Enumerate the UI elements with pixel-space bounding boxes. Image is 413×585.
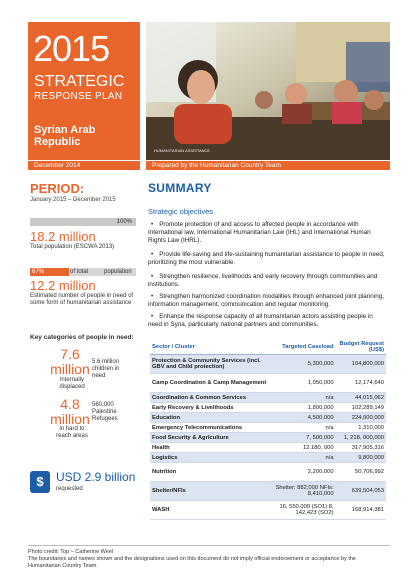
- people-in-need-label: Estimated number of people in need of some form of humanitarian assistance: [30, 293, 134, 306]
- objective-5: • Enhance the response capacity of all humanitarian actors assisting people in need in Syria, particularly national partners and communities.: [148, 313, 388, 329]
- funding-requested-value: USD 2.9 billion: [56, 470, 136, 484]
- plan-title-line1: STRATEGIC: [34, 73, 125, 90]
- budget-cell: 102,289,149: [336, 403, 386, 413]
- money-bag-icon: $: [30, 471, 50, 493]
- hero-photo: [146, 22, 390, 160]
- caseload-cell: n/a: [273, 423, 336, 433]
- budget-cell: 9,800,000: [336, 453, 386, 463]
- sector-cell: Coordination & Common Services: [150, 393, 273, 403]
- table-row: [150, 443, 386, 453]
- title-block: [28, 22, 140, 160]
- table-row: [150, 482, 386, 501]
- caseload-cell: 1,800,000: [273, 403, 336, 413]
- caseload-cell: 1,050,000: [273, 374, 336, 393]
- budget-cell: 44,015,062: [336, 393, 386, 403]
- idp-value: 7.6 million: [50, 346, 90, 377]
- objective-3: • Strengthen resilience, livelihoods and early recovery through communities and institutions.: [148, 273, 388, 289]
- period-range: January 2015 – December 2015: [30, 197, 116, 203]
- sector-cell: WASH: [150, 501, 273, 520]
- header-caseload: Targeted Caseload: [273, 340, 336, 355]
- sector-cell: Shelter/NFIs: [150, 482, 273, 501]
- table-row: [150, 413, 386, 423]
- sector-cell: Education: [150, 413, 273, 423]
- date-bar: [28, 161, 140, 170]
- budget-cell: 317,905,316: [336, 443, 386, 453]
- budget-cell: 12,174,640: [336, 374, 386, 393]
- strategic-objectives-heading: Strategic objectives: [148, 207, 214, 216]
- footer-divider: [28, 545, 390, 546]
- objective-1: • Promote protection of and access to affected people in accordance with International law, International Humanitarian Law (IHL) and International Human Rights Law (IHRL).: [148, 221, 388, 245]
- summary-heading: SUMMARY: [148, 181, 212, 195]
- total-population-value: 18.2 million: [30, 229, 96, 244]
- table-row: [150, 355, 386, 374]
- table-body: [150, 355, 386, 520]
- caseload-cell: 7, 500,000: [273, 433, 336, 443]
- sector-cell: Nutrition: [150, 463, 273, 482]
- caseload-cell: Shelter: 882,000 NFIs: 8,410,000: [273, 482, 336, 501]
- table-row: [150, 403, 386, 413]
- caseload-cell: n/a: [273, 453, 336, 463]
- table-row: [150, 433, 386, 443]
- total-population-pct: 100%: [116, 219, 132, 225]
- people-in-need-bar: [30, 268, 136, 276]
- caseload-cell: 2,200,000: [273, 463, 336, 482]
- classroom-children-photo: [146, 22, 390, 160]
- disclaimer: The boundaries and names shown and the designations used on this document do not imply official endorsement or acceptance by the Humanitarian Country Team.: [28, 556, 356, 569]
- sector-cell: Emergency Telecommunications: [150, 423, 273, 433]
- plan-title-line2: RESPONSE PLAN: [34, 91, 123, 102]
- table-row: [150, 501, 386, 520]
- people-in-need-pct: 67%: [32, 269, 45, 275]
- budget-cell: 50,706,992: [336, 463, 386, 482]
- sector-cell: Food Security & Agriculture: [150, 433, 273, 443]
- caseload-cell: 12,180, 000: [273, 443, 336, 453]
- hard-to-reach-value: 4.8 million: [50, 396, 90, 427]
- caseload-cell: 4,500,000: [273, 413, 336, 423]
- photo-credit: Photo credit: Top – Catherine Weel: [28, 549, 114, 555]
- table-row: [150, 463, 386, 482]
- total-population-bar: [30, 218, 136, 226]
- caseload-cell: 5,300,000: [273, 355, 336, 374]
- publish-date: December 2014: [34, 162, 81, 169]
- budget-cell: 168,914,381: [336, 501, 386, 520]
- prepared-by-bar: [146, 161, 390, 170]
- funding-requested-label: requested: [56, 486, 83, 492]
- prepared-by: Prepared by the Humanitarian Country Team: [152, 162, 281, 169]
- country-name: Syrian Arab Republic: [34, 124, 96, 148]
- caseload-cell: 16, 550,000 (SO1) 8, 142,423 (SO2): [273, 501, 336, 520]
- people-in-need-value: 12.2 million: [30, 278, 96, 293]
- palestine-refugees-label: 560,000 Palestine Refugees: [92, 402, 118, 422]
- table-header-row: [150, 340, 386, 355]
- caseload-cell: n/a: [273, 393, 336, 403]
- table-row: [150, 453, 386, 463]
- key-categories-heading: Key categories of people in need:: [30, 334, 134, 341]
- sector-cell: Early Recovery & Livelihoods: [150, 403, 273, 413]
- objective-4: • Strengthen harmonized coordination modalities through enhanced joint planning, information management, communication and regular monitoring.: [148, 293, 388, 309]
- table-row: [150, 374, 386, 393]
- people-in-need-bar-text2: population: [104, 269, 132, 275]
- sector-cell: Logistics: [150, 453, 273, 463]
- budget-cell: 1, 218, 000,000: [336, 433, 386, 443]
- period-heading: PERIOD:: [30, 181, 85, 196]
- people-in-need-bar-text: of total: [70, 269, 89, 275]
- table-row: [150, 423, 386, 433]
- budget-cell: 639,504,053: [336, 482, 386, 501]
- sector-cell: Health: [150, 443, 273, 453]
- budget-cell: 1,310,000: [336, 423, 386, 433]
- objective-2: • Provide life-saving and life-sustaining humanitarian assistance to people in need, prioritizing the most vulnerable.: [148, 251, 388, 267]
- header-budget: Budget Request (US$): [336, 340, 386, 355]
- header-sector: Sector / Cluster: [150, 340, 273, 355]
- budget-cell: 224,000,000: [336, 413, 386, 423]
- table-row: [150, 393, 386, 403]
- children-in-need-label: 5.6 million children in need: [92, 359, 120, 379]
- sector-cell: Protection & Community Services (incl. GBV and Child protection): [150, 355, 273, 374]
- sector-cell: Camp Coordination & Camp Management: [150, 374, 273, 393]
- sector-budget-table: [150, 340, 386, 520]
- hard-to-reach-label: in hard to reach areas: [56, 426, 88, 439]
- total-population-label: Total population (ESCWA 2013): [30, 244, 115, 250]
- photo-logo: HUMANITARIAN ASSISTANCE: [154, 148, 211, 153]
- budget-cell: 104,800,000: [336, 355, 386, 374]
- idp-label: internally displaced: [59, 377, 85, 390]
- plan-year: 2015: [33, 28, 110, 69]
